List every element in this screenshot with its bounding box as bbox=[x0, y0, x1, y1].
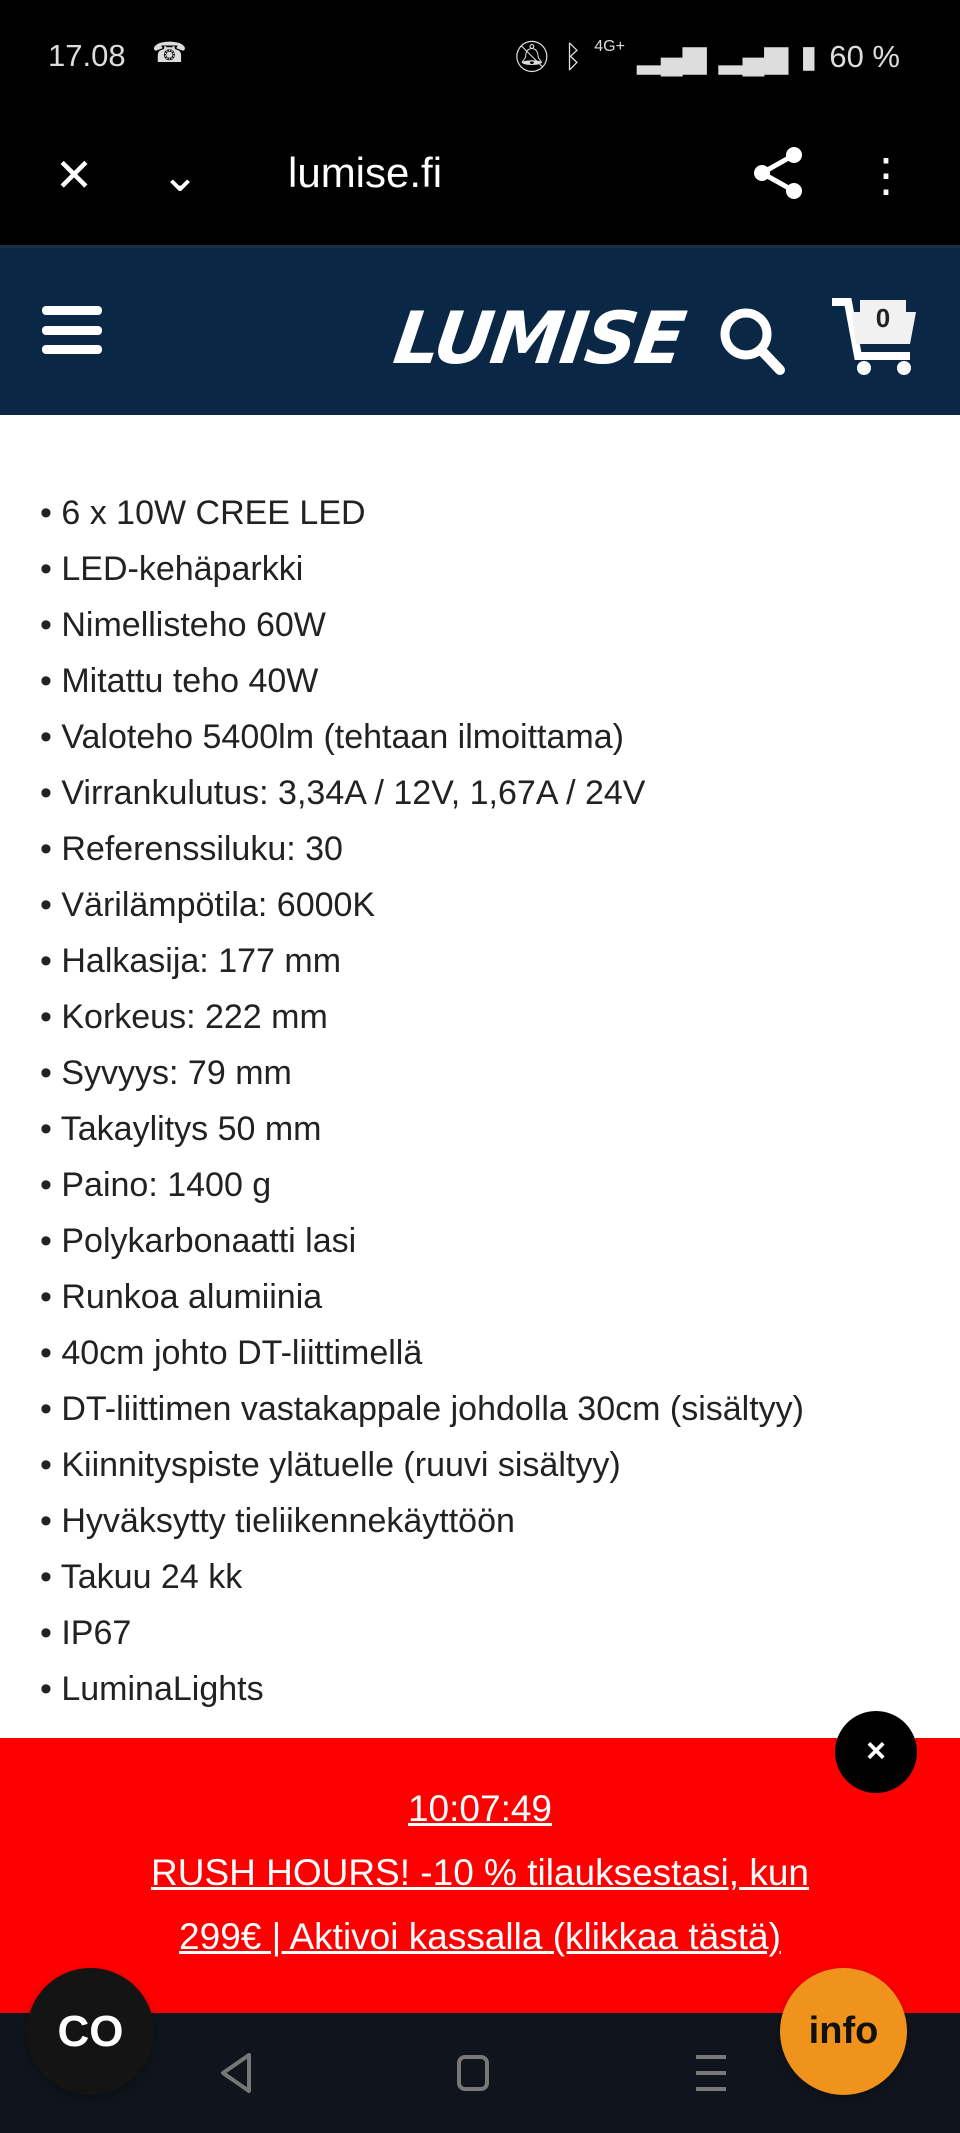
list-item: • Korkeus: 222 mm bbox=[40, 989, 804, 1045]
url-bar[interactable]: lumise.fi bbox=[288, 149, 443, 196]
share-icon[interactable] bbox=[748, 145, 808, 215]
search-icon[interactable] bbox=[718, 306, 780, 368]
chat-widget-button[interactable]: CO bbox=[27, 1968, 154, 2095]
list-item: • Takuu 24 kk bbox=[40, 1549, 804, 1605]
list-item: • Värilämpötila: 6000K bbox=[40, 877, 804, 933]
battery-level: 60 % bbox=[829, 38, 900, 74]
spec-list bbox=[40, 485, 804, 1717]
list-item: • Paino: 1400 g bbox=[40, 1157, 804, 1213]
mute-icon: 🔕︎ bbox=[512, 39, 552, 74]
list-item: • DT-liittimen vastakappale johdolla 30cm (sisältyy) bbox=[40, 1381, 804, 1437]
close-tab-icon[interactable]: ✕ bbox=[54, 149, 94, 201]
promo-link-line2[interactable]: 299€ | Aktivoi kassalla (klikkaa tästä) bbox=[179, 1916, 781, 1957]
list-item: • 6 x 10W CREE LED bbox=[40, 485, 804, 541]
battery-icon: ▮ bbox=[800, 38, 818, 74]
cart-button[interactable] bbox=[830, 298, 920, 378]
cart-count: 0 bbox=[860, 300, 906, 336]
list-item: • Valoteho 5400lm (tehtaan ilmoittama) bbox=[40, 709, 804, 765]
list-item: • Halkasija: 177 mm bbox=[40, 933, 804, 989]
signal-icon-2: ▂▄▆ bbox=[718, 38, 789, 74]
bluetooth-icon: ᛒ bbox=[563, 38, 583, 74]
network-type: 4G+ bbox=[594, 38, 625, 55]
list-item: • Kiinnityspiste ylätuelle (ruuvi sisältyy) bbox=[40, 1437, 804, 1493]
list-item: • IP67 bbox=[40, 1605, 804, 1661]
promo-link-line1[interactable]: RUSH HOURS! -10 % tilauksestasi, kun bbox=[151, 1852, 809, 1893]
info-button[interactable]: info bbox=[780, 1968, 907, 2095]
list-item: • Virrankulutus: 3,34A / 12V, 1,67A / 24V bbox=[40, 765, 804, 821]
hamburger-menu-icon[interactable] bbox=[42, 306, 102, 354]
site-header bbox=[0, 245, 960, 415]
list-item: • Polykarbonaatti lasi bbox=[40, 1213, 804, 1269]
list-item: • Hyväksytty tieliikennekäyttöön bbox=[40, 1493, 804, 1549]
list-item: • Runkoa alumiinia bbox=[40, 1269, 804, 1325]
list-item: • Nimellisteho 60W bbox=[40, 597, 804, 653]
back-icon[interactable] bbox=[205, 2043, 265, 2103]
close-banner-button[interactable]: × bbox=[835, 1711, 917, 1793]
list-item: • LuminaLights bbox=[40, 1661, 804, 1717]
recents-icon[interactable] bbox=[680, 2043, 740, 2103]
status-time: 17.08 bbox=[48, 38, 126, 73]
list-item: • LED-kehäparkki bbox=[40, 541, 804, 597]
promo-timer[interactable]: 10:07:49 bbox=[407, 1788, 553, 1829]
list-item: • Mitattu teho 40W bbox=[40, 653, 804, 709]
site-logo[interactable]: LUMISE bbox=[389, 296, 689, 380]
browser-toolbar bbox=[0, 105, 960, 245]
chevron-down-icon[interactable]: ⌄ bbox=[160, 149, 200, 201]
signal-icon: ▂▄▆ bbox=[636, 38, 707, 74]
more-menu-icon[interactable]: ⋮ bbox=[863, 149, 909, 201]
status-bar bbox=[0, 0, 960, 105]
list-item: • Syvyys: 79 mm bbox=[40, 1045, 804, 1101]
home-icon[interactable] bbox=[443, 2043, 503, 2103]
list-item: • Referenssiluku: 30 bbox=[40, 821, 804, 877]
list-item: • Takaylitys 50 mm bbox=[40, 1101, 804, 1157]
list-item: • 40cm johto DT-liittimellä bbox=[40, 1325, 804, 1381]
promo-banner bbox=[0, 1738, 960, 2013]
missed-call-icon: ☎ bbox=[152, 37, 187, 68]
